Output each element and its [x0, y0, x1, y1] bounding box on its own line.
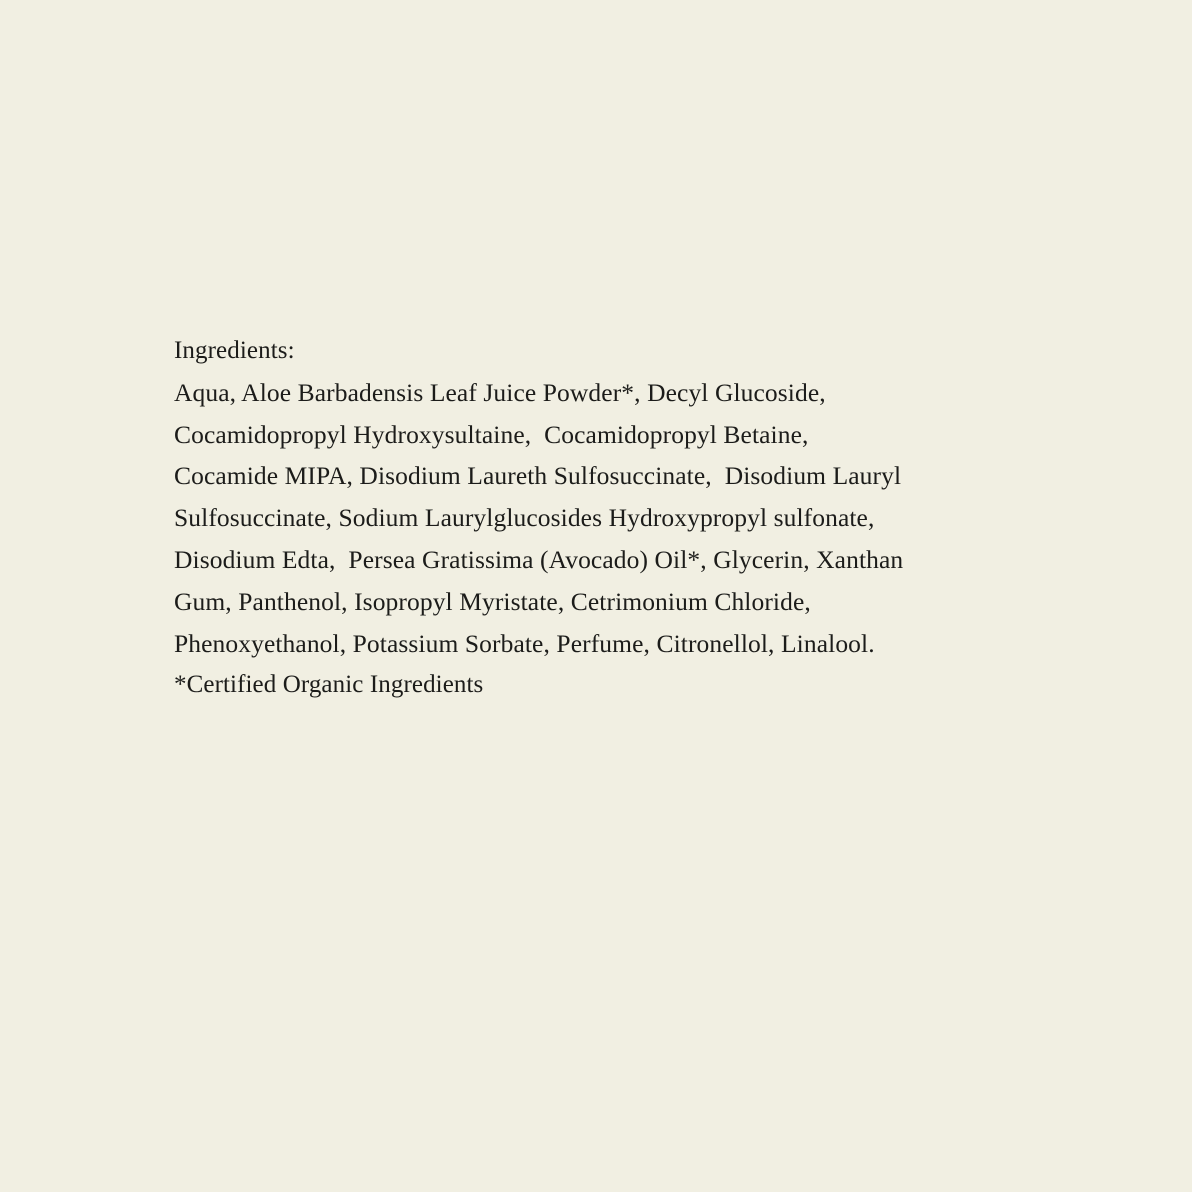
ingredients-line: Sulfosuccinate, Sodium Laurylglucosides Hydroxypropyl sulfonate,	[174, 503, 875, 533]
ingredients-line: Phenoxyethanol, Potassium Sorbate, Perfume, Citronellol, Linalool.	[174, 628, 875, 658]
ingredients-line: Aqua, Aloe Barbadensis Leaf Juice Powder*, Decyl Glucoside,	[174, 377, 826, 407]
ingredients-line: Cocamidopropyl Hydroxysultaine, Cocamidopropyl Betaine,	[174, 419, 809, 449]
ingredients-line: Disodium Edta, Persea Gratissima (Avocado) Oil*, Glycerin, Xanthan	[174, 544, 904, 574]
ingredients-heading: Ingredients:	[174, 337, 295, 364]
organic-footnote: *Certified Organic Ingredients	[174, 671, 484, 699]
ingredients-line: Cocamide MIPA, Disodium Laureth Sulfosuccinate, Disodium Lauryl	[174, 461, 902, 491]
ingredients-line: Gum, Panthenol, Isopropyl Myristate, Cetrimonium Chloride,	[174, 586, 811, 616]
ingredients-text-block	[174, 330, 994, 706]
